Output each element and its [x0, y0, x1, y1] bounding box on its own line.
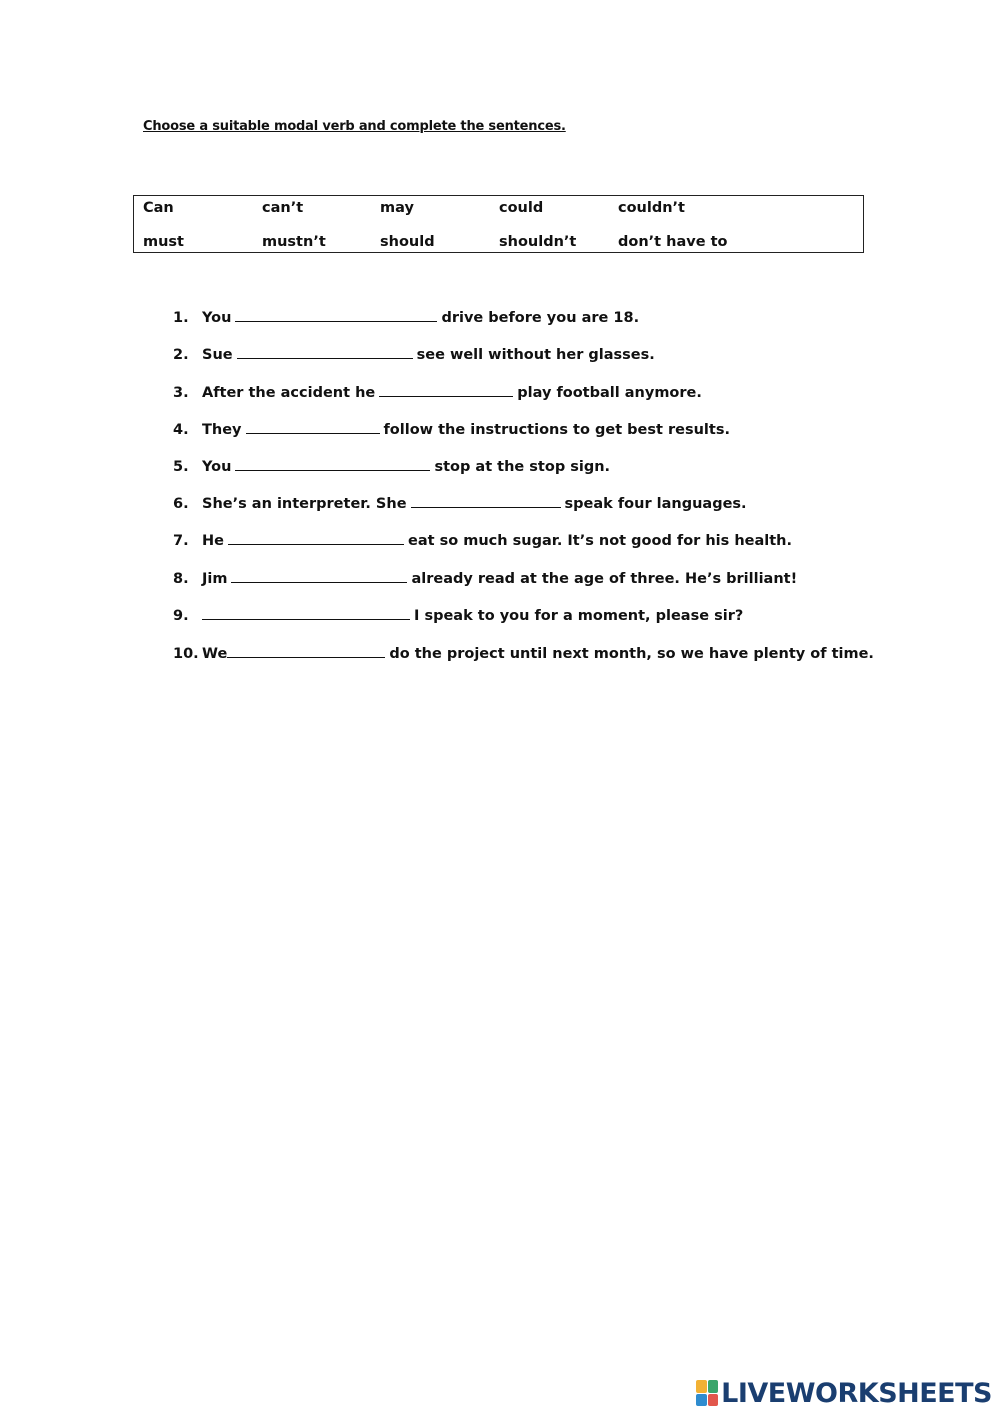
word-bank-item: shouldn’t	[499, 234, 577, 250]
question-text-after: eat so much sugar. It’s not good for his health.	[407, 533, 793, 549]
question-item	[173, 570, 797, 587]
question-text-after: already read at the age of three. He’s brilliant!	[411, 571, 798, 587]
question-text-before: She’s an interpreter. She	[202, 496, 407, 512]
question-number: 6.	[173, 496, 189, 512]
question-number: 10.	[173, 646, 199, 662]
answer-blank[interactable]	[235, 458, 430, 471]
question-number: 3.	[173, 385, 189, 401]
question-text-after: do the project until next month, so we have plenty of time.	[389, 646, 874, 662]
question-text-after: stop at the stop sign.	[434, 459, 611, 475]
question-number: 1.	[173, 310, 189, 326]
answer-blank[interactable]	[202, 607, 410, 620]
logo-text: LIVEWORKSHEETS	[721, 1377, 992, 1409]
word-bank-item: Can	[143, 200, 174, 216]
instructions-title: Choose a suitable modal verb and complete the sentences.	[143, 119, 566, 134]
question-text-after: see well without her glasses.	[416, 347, 655, 363]
question-text-before: You	[202, 310, 232, 326]
word-bank-box	[133, 195, 864, 253]
answer-blank[interactable]	[235, 309, 437, 322]
answer-blank[interactable]	[246, 421, 380, 434]
question-text-before: We	[202, 646, 228, 662]
question-number: 9.	[173, 608, 189, 624]
word-bank-item: may	[380, 200, 414, 216]
word-bank-item: mustn’t	[262, 234, 326, 250]
question-item	[173, 532, 792, 549]
question-text-before: Jim	[202, 571, 228, 587]
question-text-after: play football anymore.	[517, 385, 702, 401]
question-text-before: He	[202, 533, 224, 549]
question-number: 5.	[173, 459, 189, 475]
question-text-after: speak four languages.	[564, 496, 747, 512]
liveworksheets-logo-icon	[696, 1380, 718, 1406]
word-bank-item: don’t have to	[618, 234, 728, 250]
answer-blank[interactable]	[228, 532, 404, 545]
answer-blank[interactable]	[411, 495, 561, 508]
question-item	[173, 495, 747, 512]
question-item	[173, 384, 702, 401]
question-item	[173, 645, 874, 662]
question-text-before: They	[202, 422, 242, 438]
question-text-before: After the accident he	[202, 385, 376, 401]
answer-blank[interactable]	[227, 645, 385, 658]
answer-blank[interactable]	[379, 384, 513, 397]
word-bank-item: couldn’t	[618, 200, 685, 216]
word-bank-item: should	[380, 234, 435, 250]
liveworksheets-logo	[696, 1376, 992, 1410]
question-item	[173, 309, 639, 326]
word-bank-item: must	[143, 234, 184, 250]
question-number: 4.	[173, 422, 189, 438]
answer-blank[interactable]	[231, 570, 407, 583]
question-number: 8.	[173, 571, 189, 587]
question-text-after: follow the instructions to get best results.	[383, 422, 730, 438]
question-item	[173, 421, 730, 438]
word-bank-item: could	[499, 200, 544, 216]
question-item	[173, 607, 743, 624]
question-text-after: drive before you are 18.	[441, 310, 640, 326]
question-text-after: I speak to you for a moment, please sir?	[414, 608, 744, 624]
question-text-before: You	[202, 459, 232, 475]
word-bank-item: can’t	[262, 200, 304, 216]
question-number: 2.	[173, 347, 189, 363]
question-item	[173, 346, 655, 363]
answer-blank[interactable]	[237, 346, 413, 359]
question-text-before: Sue	[202, 347, 233, 363]
question-item	[173, 458, 610, 475]
question-number: 7.	[173, 533, 189, 549]
